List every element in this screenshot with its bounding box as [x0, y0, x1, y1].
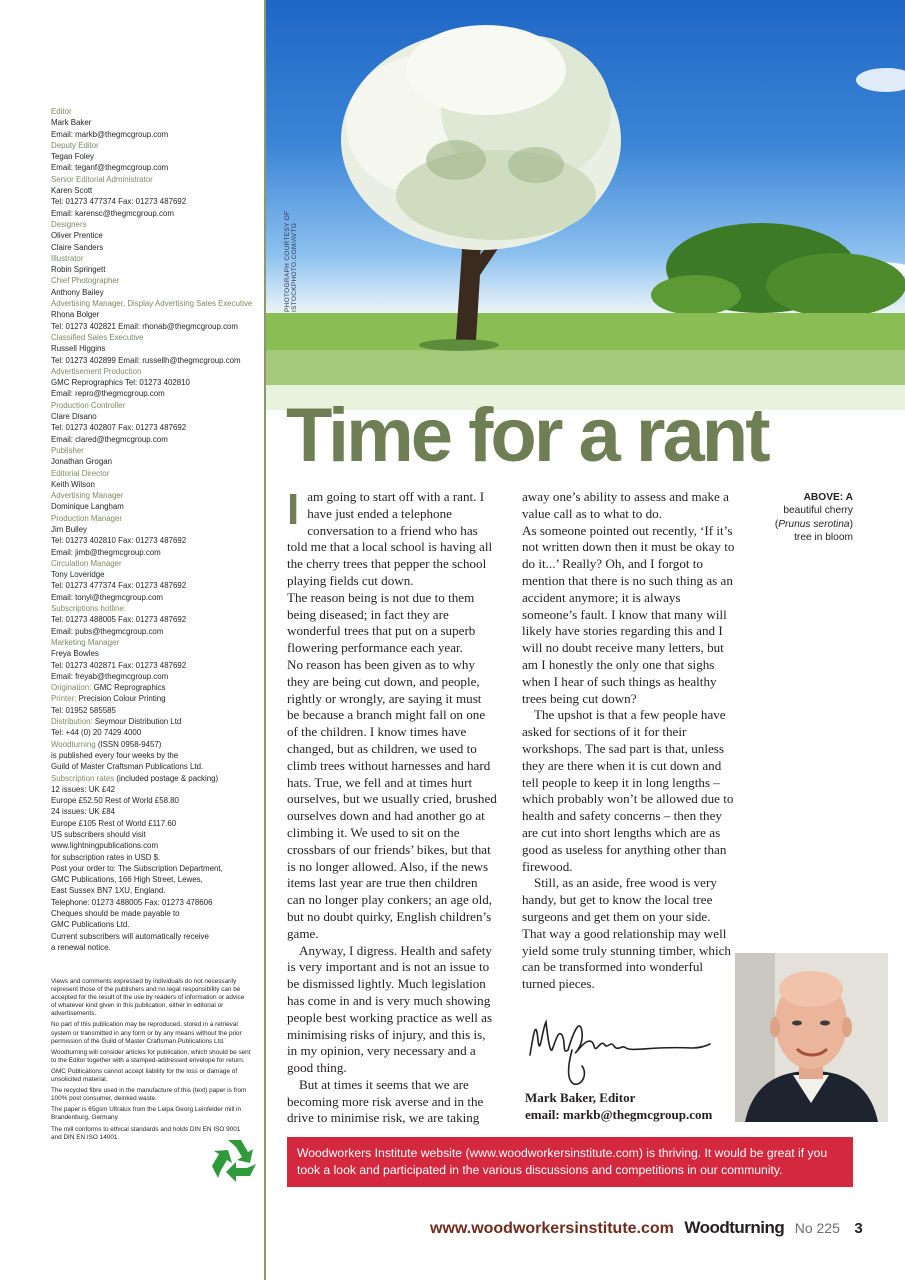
website-banner[interactable]: Woodworkers Institute website (www.woodworkersinstitute.com) is thriving. It would be great if you took a look and participated in the various discussions and competitions in our community.	[287, 1137, 853, 1187]
caption-lead: ABOVE: A	[803, 492, 853, 503]
sidebar	[0, 0, 264, 1280]
small-print-paragraph: The recycled fibre used in the manufacture of this (text) paper is from 100% post consumer, deinked waste.	[51, 1087, 247, 1103]
drop-cap: I	[287, 485, 300, 534]
masthead-text: US subscribers should visit	[51, 830, 146, 839]
small-print-paragraph: The mill conforms to ethical standards and holds DIN EN ISO 9001 and DIN EN ISO 14001.	[51, 1125, 241, 1141]
caption-paren: )	[849, 518, 853, 530]
masthead-line: Robin Springett	[51, 265, 106, 275]
masthead-line	[51, 908, 261, 919]
masthead-line	[51, 829, 261, 840]
masthead-line: Tel: 01273 477374 Fax: 01273 487692	[51, 197, 187, 207]
masthead-line	[51, 716, 261, 727]
masthead-line: Tel: 01273 402871 Fax: 01273 487692	[51, 660, 187, 670]
masthead-line	[51, 795, 261, 806]
masthead-text: GMC Publications, 166 High Street, Lewes,	[51, 875, 203, 885]
masthead-line	[51, 773, 261, 784]
caption-paren: (	[774, 518, 779, 530]
paragraph: away one’s ability to assess and make a value call as to what to do.	[522, 489, 729, 521]
masthead-text: Tel: +44 (0) 20 7429 4000	[51, 728, 142, 738]
masthead-role: Classified Sales Executive	[51, 332, 144, 342]
small-print-paragraph: Woodturning will consider articles for publication, which should be sent to the Editor together with a stamped-addressed envelope for return.	[51, 1048, 251, 1064]
masthead-line	[51, 727, 261, 738]
paragraph: The reason being is not due to them being diseased; in fact they are wonderful trees that put on a superb flowering performance each year.	[287, 589, 476, 656]
masthead-line: Email: freyab@thegmcgroup.com	[51, 671, 169, 681]
small-print-paragraph: Views and comments expressed by individuals do not necessarily represent those of the publishers and no legal responsibility can be accepted for the result of the use by readers of information or advice of whatever kind given in this publication, either in editorial or advertisements.	[51, 978, 245, 1018]
masthead-line: Email: tonyl@thegmcgroup.com	[51, 592, 163, 602]
small-print-paragraph: GMC Publications cannot accept liability for the loss or damage of unsolicited material.	[51, 1067, 238, 1084]
masthead-text: Subscription rates	[51, 773, 115, 783]
masthead-line: Rhona Bolger	[51, 310, 100, 320]
masthead-line: Oliver Prentice	[51, 231, 103, 241]
footer-issue: No 225	[794, 1220, 840, 1236]
masthead-role: Editor	[51, 107, 72, 116]
article-column-1	[287, 485, 497, 1127]
masthead	[51, 106, 261, 953]
masthead-role: Chief Photographer	[51, 276, 120, 286]
cherry-tree-illustration	[266, 0, 905, 410]
masthead-line: Tel: 01273 477374 Fax: 01273 487692	[51, 581, 187, 591]
masthead-text: Current subscribers will automatically receive	[51, 931, 209, 941]
caption-latin-name: Prunus serotina	[778, 518, 850, 530]
masthead-line	[51, 784, 261, 795]
masthead-role: Subscriptions hotline:	[51, 604, 127, 614]
masthead-text: www.lightningpublications.com	[51, 841, 159, 851]
editor-photo	[735, 953, 888, 1122]
hero-photo	[266, 0, 905, 410]
photo-caption	[758, 491, 853, 544]
caption-text: beautiful cherry	[783, 505, 853, 517]
masthead-line	[51, 739, 261, 750]
masthead-line: Email: teganf@thegmcgroup.com	[51, 163, 169, 173]
article-column-2	[522, 489, 736, 993]
masthead-line: Mark Baker	[51, 118, 92, 128]
masthead-line: Email: clared@thegmcgroup.com	[51, 434, 168, 444]
masthead-line: Claire Sanders	[51, 242, 104, 252]
masthead-line: Jonathan Grogan	[51, 457, 112, 467]
masthead-text: Europe £105 Rest of World £117.60	[51, 818, 177, 828]
masthead-role: Deputy Editor	[51, 140, 99, 150]
masthead-role: Editorial Director	[51, 468, 110, 478]
masthead-role: Illustrator	[51, 253, 84, 263]
masthead-role: Advertisement Production	[51, 366, 142, 376]
editor-signature	[522, 1010, 712, 1088]
masthead-text: Telephone: 01273 488005 Fax: 01273 478606	[51, 897, 213, 907]
footer-magazine: Woodturning	[684, 1218, 785, 1237]
masthead-label: Origination:	[51, 683, 92, 693]
masthead-line	[51, 897, 261, 908]
masthead-inline	[51, 682, 261, 693]
masthead-text: a renewal notice.	[51, 942, 111, 952]
masthead-line	[51, 818, 261, 829]
masthead-line: Tony Loveridge	[51, 570, 105, 580]
masthead-text: (included postage & packing)	[116, 773, 219, 783]
masthead-value: GMC Reprographics	[93, 683, 166, 693]
masthead-role: Advertising Manager	[51, 491, 124, 501]
page-number: 3	[854, 1220, 863, 1237]
masthead-line: GMC Reprographics Tel: 01273 402810	[51, 378, 190, 388]
masthead-text: is published every four weeks by the	[51, 750, 179, 760]
masthead-role: Marketing Manager	[51, 637, 119, 647]
masthead-line	[51, 863, 261, 874]
masthead-line: Russell Higgins	[51, 344, 106, 354]
masthead-line: Clare Disano	[51, 412, 97, 422]
masthead-line	[51, 840, 261, 851]
masthead-line: Email: karensc@thegmcgroup.com	[51, 208, 174, 218]
masthead-line	[51, 942, 261, 953]
masthead-label: Printer:	[51, 694, 77, 704]
photo-credit: PHOTOGRAPH COURTESY OF ISTOCKPHOTO.COM/AVTG	[284, 210, 298, 312]
masthead-text: Guild of Master Craftsman Publications Ltd.	[51, 762, 204, 772]
masthead-role: Advertising Manager, Display Advertising Sales Executive	[51, 299, 253, 309]
paragraph: No reason has been given as to why they are being cut down, and people, rightly or wrongly, are saying it must be because a branch might fall on one of the children. I know times have changed, but as children, we used to climb trees without harnesses and hard hats. True, we fell and at times hurt ourselves, but we usually cried, brushed ourselves down and had another go at climbing it. We used to sit on the crossbars of our friends’ bikes, but that is no longer allowed. Also, if the news items last year are true then children can no longer play conkers; an age old, but no doubt quirky, English children’s game.	[287, 656, 497, 941]
masthead-line: Tel: 01273 402821 Email: rhonab@thegmcgroup.com	[51, 321, 238, 331]
paragraph: As someone pointed out recently, ‘If it’s not written down then it must be okay to do it...’ Really? Oh, and I forgot to mention that there is no such thing as an accident anymore; it is always someone’s fault. I know that many will likely have stories regarding this and I will no doubt receive many letters, but am I honestly the only one that sighs when I hear of such things as healthy trees being cut down?	[522, 522, 735, 706]
masthead-line: Tel: 01273 488005 Fax: 01273 487692	[51, 615, 187, 625]
masthead-line: Email: repro@thegmcgroup.com	[51, 389, 165, 399]
masthead-line: Dominique Langham	[51, 502, 124, 512]
masthead-line	[51, 919, 261, 930]
paragraph: The upshot is that a few people have asked for sections of it for their workshops. The sad part is that, unless they are there when it is cut down and tell people to keep it in long lengths – which probably won’t be allowed due to health and safety concerns – then they are cut into short lengths which are as good as useless for anything other than firewood.	[522, 707, 734, 874]
small-print	[51, 978, 251, 1145]
masthead-line: Email: markb@thegmcgroup.com	[51, 129, 169, 139]
masthead-role: Production Manager	[51, 513, 123, 523]
masthead-line: Tel: 01273 402807 Fax: 01273 487692	[51, 423, 187, 433]
masthead-line: Tel: 01273 402810 Fax: 01273 487692	[51, 536, 187, 546]
masthead-line: Anthony Bailey	[51, 287, 104, 297]
paragraph: Anyway, I digress. Health and safety is very important and is not an issue to be dismissed lightly. Much legislation has come in and is very much showing people best working practice as well as minimising risks of injury, and this is, in my opinion, very necessary and a good thing.	[287, 942, 493, 1076]
masthead-line: Tegan Foley	[51, 152, 94, 162]
masthead-line: Freya Bowles	[51, 649, 99, 659]
masthead-text: 12 issues: UK £42	[51, 784, 116, 794]
masthead-line	[51, 931, 261, 942]
masthead-line	[51, 761, 261, 772]
masthead-line	[51, 852, 261, 863]
masthead-value: Precision Colour Printing	[78, 694, 166, 704]
masthead-role: Circulation Manager	[51, 558, 122, 568]
editor-email: email: markb@thegmcgroup.com	[525, 1107, 713, 1122]
masthead-text: East Sussex BN7 1XU, England.	[51, 886, 166, 896]
masthead-line: Keith Wilson	[51, 479, 95, 489]
masthead-text: Europe £52.50 Rest of World £58.80	[51, 796, 179, 806]
footer-url[interactable]: www.woodworkersinstitute.com	[430, 1220, 674, 1237]
masthead-text: Seymour Distribution Ltd	[94, 717, 182, 727]
masthead-line	[51, 885, 261, 896]
masthead-text: Post your order to: The Subscription Department,	[51, 863, 223, 873]
masthead-inline	[51, 693, 261, 704]
masthead-text: for subscription rates in USD $.	[51, 852, 161, 862]
editor-name: Mark Baker, Editor	[525, 1090, 636, 1105]
masthead-line	[51, 705, 261, 716]
masthead-line	[51, 874, 261, 885]
masthead-text: 24 issues: UK £84	[51, 807, 116, 817]
small-print-paragraph: No part of this publication may be reproduced, stored in a retrieval system or transmitted in any form or by any means without the prior permission of the Guild of Master Craftsman Publications Ltd.	[51, 1021, 242, 1045]
masthead-role: Publisher	[51, 445, 84, 455]
masthead-line: Karen Scott	[51, 186, 93, 196]
masthead-role: Senior Editorial Administrator	[51, 174, 153, 184]
small-print-paragraph: The paper is 65gsm Ultralux from the Leipa Georg Leinfelder mill in Brandenburg, Germany.	[51, 1106, 242, 1122]
recycle-icon	[208, 1136, 262, 1184]
caption-text: tree in bloom	[794, 531, 853, 543]
masthead-text: Woodturning	[51, 739, 96, 749]
masthead-text: Distribution:	[51, 717, 93, 727]
masthead-line: Jim Bulley	[51, 524, 87, 534]
masthead-line	[51, 750, 261, 761]
masthead-text: (ISSN 0958-9457)	[97, 739, 162, 749]
masthead-text: Tel: 01952 585585	[51, 705, 116, 715]
masthead-text: GMC Publications Ltd.	[51, 920, 130, 930]
masthead-role: Production Controller	[51, 400, 126, 410]
masthead-line: Email: pubs@thegmcgroup.com	[51, 626, 164, 636]
paragraph: But at times it seems that we are becoming more risk averse and in the drive to minimise risk, we are taking	[287, 1076, 484, 1126]
masthead-text: Cheques should be made payable to	[51, 909, 180, 919]
masthead-line: Tel: 01273 402899 Email: russellh@thegmcgroup.com	[51, 355, 241, 365]
masthead-role: Designers	[51, 219, 87, 229]
paragraph: am going to start off with a rant. I have just ended a telephone conversation to a friend who has told me that a local school is having all the cherry trees that pepper the school playing fields cut down.	[287, 489, 493, 588]
paragraph: Still, as an aside, free wood is very handy, but get to know the local tree surgeons and get them on your side. That way a good relationship may well yield some truly stunning timber, which can be transformed into wonderful turned pieces.	[522, 875, 731, 992]
article-title: Time for a rant	[286, 393, 768, 478]
masthead-line	[51, 806, 261, 817]
masthead-line: Email: jimb@thegmcgroup.com	[51, 547, 161, 557]
page-footer	[430, 1218, 863, 1238]
editor-portrait	[735, 953, 888, 1122]
